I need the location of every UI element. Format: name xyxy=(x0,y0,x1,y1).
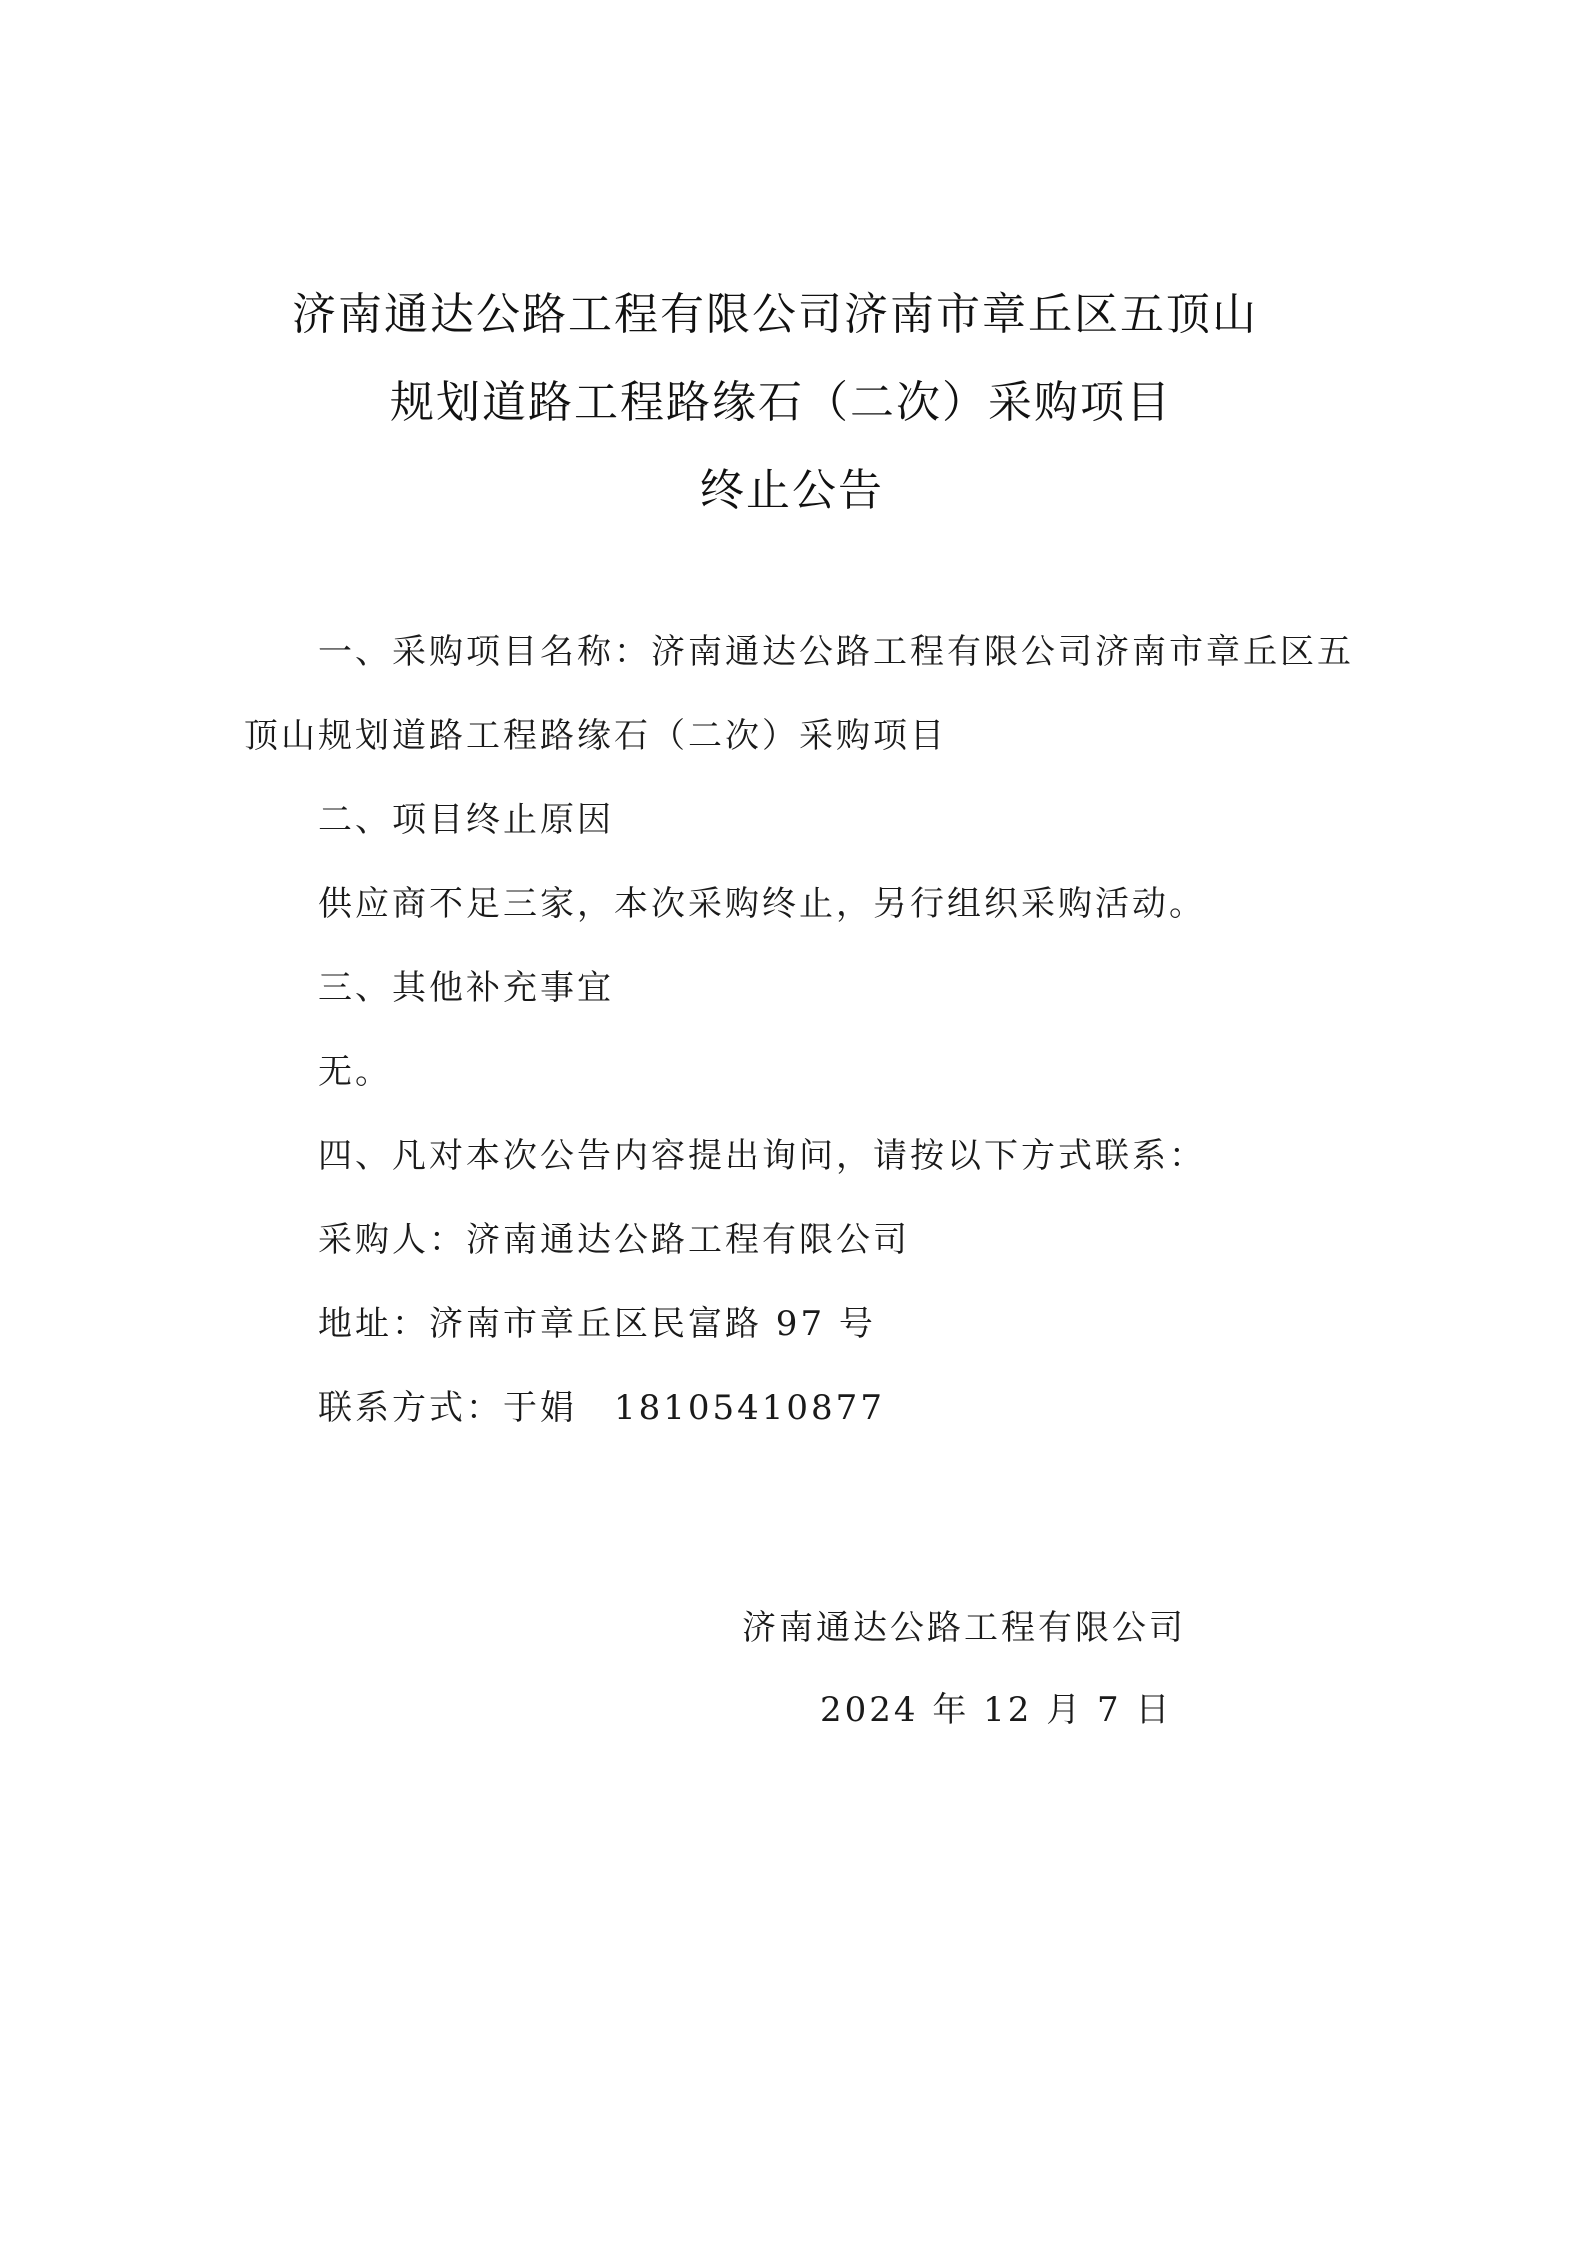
contact-heading: 四、凡对本次公告内容提出询问，请按以下方式联系： xyxy=(318,1136,1206,1176)
signature-organization: 济南通达公路工程有限公司 xyxy=(742,1608,1186,1648)
signature-date: 2024 年 12 月 7 日 xyxy=(820,1690,1173,1730)
title-line-1: 济南通达公路工程有限公司济南市章丘区五顶山 xyxy=(292,289,1258,340)
termination-reason: 供应商不足三家，本次采购终止，另行组织采购活动。 xyxy=(318,884,1206,924)
other-content: 无。 xyxy=(318,1052,392,1092)
project-name-line-1: 一、采购项目名称：济南通达公路工程有限公司济南市章丘区五 xyxy=(318,632,1354,672)
other-heading: 三、其他补充事宜 xyxy=(318,968,614,1008)
address-line: 地址：济南市章丘区民富路 97 号 xyxy=(318,1304,876,1344)
project-name-line-2: 顶山规划道路工程路缘石（二次）采购项目 xyxy=(244,716,947,756)
termination-heading: 二、项目终止原因 xyxy=(318,800,614,840)
purchaser-line: 采购人：济南通达公路工程有限公司 xyxy=(318,1220,910,1260)
contact-line: 联系方式：于娟 18105410877 xyxy=(318,1388,885,1428)
title-line-2: 规划道路工程路缘石（二次）采购项目 xyxy=(390,377,1172,428)
title-line-3: 终止公告 xyxy=(700,465,884,516)
